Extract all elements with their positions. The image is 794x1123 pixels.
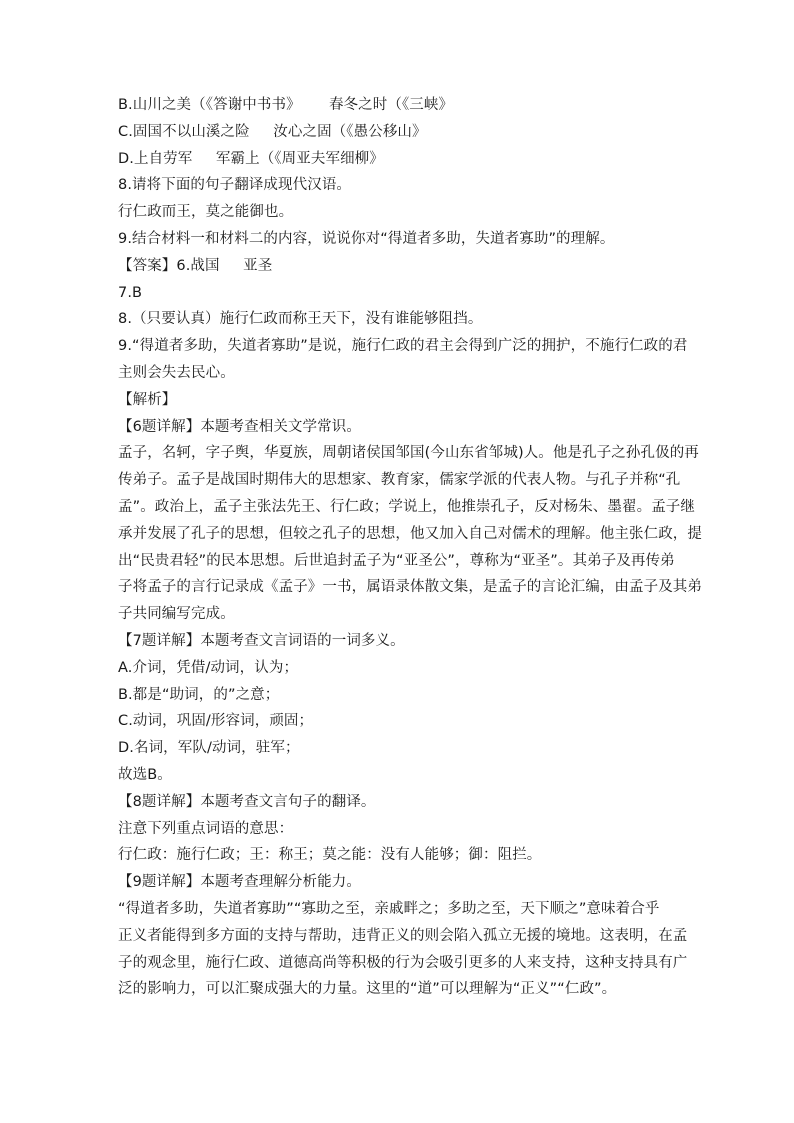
option-b-line: B.山川之美（《答谢中书书》 春冬之时（《三峡》 <box>118 97 454 113</box>
answer-7: 7.B <box>118 284 143 301</box>
q6-explanation-line-3: 孟”。政治上，孟子主张法先王、行仁政；学说上，他推崇孔子，反对杨朱、墨翟。孟子继 <box>118 498 696 515</box>
q6-explanation-line-7: 子共同编写完成。 <box>118 606 235 623</box>
q6-explanation-heading: 【6题详解】本题考查相关文学常识。 <box>118 418 361 435</box>
q6-explanation-line-6: 子将孟子的言行记录成《孟子》一书，属语录体散文集，是孟子的言论汇编，由孟子及其弟 <box>118 579 702 596</box>
q9-explanation-line-2: 正义者能得到多方面的支持与帮助，违背正义的则会陷入孤立无援的境地。这表明，在孟 <box>118 927 688 944</box>
question-8-sentence: 行仁政而王，莫之能御也。 <box>118 204 294 221</box>
q8-explanation-heading: 【8题详解】本题考查文言句子的翻译。 <box>118 793 376 810</box>
q8-key-words: 行仁政：施行仁政；王：称王；莫之能：没有人能够；御：阻拦。 <box>118 847 542 864</box>
answer-9-line-1: 9.“得道者多助，失道者寡助”是说，施行仁政的君主会得到广泛的拥护，不施行仁政的君 <box>118 338 688 355</box>
q6-explanation-line-2: 传弟子。孟子是战国时期伟大的思想家、教育家，儒家学派的代表人物。与孔子并称“孔 <box>118 472 681 489</box>
question-9: 9.结合材料一和材料二的内容，说说你对“得道者多助，失道者寡助”的理解。 <box>118 230 615 247</box>
q7-option-a: A.介词，凭借/动词，认为； <box>118 659 299 676</box>
q7-option-c: C.动词，巩固/形容词，顽固； <box>118 713 314 730</box>
option-d-line: D.上自劳军 军霸上（《周亚夫军细柳》 <box>118 150 384 167</box>
q7-conclusion: 故选B。 <box>118 766 172 783</box>
q8-note: 注意下列重点词语的意思： <box>118 820 294 837</box>
q9-explanation-heading: 【9题详解】本题考查理解分析能力。 <box>118 874 361 891</box>
q7-explanation-heading: 【7题详解】本题考查文言词语的一词多义。 <box>118 632 405 649</box>
q9-explanation-line-4: 泛的影响力，可以汇聚成强大的力量。这里的“道”可以理解为“正义”“仁政”。 <box>118 981 617 998</box>
q9-explanation-line-1: “得道者多助，失道者寡助”“寡助之至，亲戚畔之；多助之至，天下顺之”意味着合乎 <box>118 900 660 917</box>
q9-explanation-line-3: 子的观念里，施行仁政、道德高尚等积极的行为会吸引更多的人来支持，这种支持具有广 <box>118 954 688 971</box>
q6-explanation-line-4: 承并发展了孔子的思想，但较之孔子的思想，他又加入自己对儒术的理解。他主张仁政，提 <box>118 525 702 542</box>
q7-option-b: B.都是“助词，的”之意； <box>118 686 280 703</box>
q7-option-d: D.名词，军队/动词，驻军； <box>118 740 300 757</box>
option-c-line: C.固国不以山溪之险 汝心之固（《愚公移山》 <box>118 123 427 140</box>
answer-9-line-2: 主则会失去民心。 <box>118 364 235 381</box>
question-8: 8.请将下面的句子翻译成现代汉语。 <box>118 177 352 194</box>
q6-explanation-line-1: 孟子，名轲，字子舆，华夏族，周朝诸侯国邹国(今山东省邹城)人。他是孔子之孙孔伋的再 <box>118 445 699 462</box>
answer-heading: 【答案】6.战国 亚圣 <box>118 257 273 274</box>
answer-8: 8.（只要认真）施行仁政而称王天下，没有谁能够阻挡。 <box>118 311 483 328</box>
document-page <box>118 92 702 1003</box>
q6-explanation-line-5: 出“民贵君轻”的民本思想。后世追封孟子为“亚圣公”，尊称为“亚圣”。其弟子及再传弟 <box>118 552 675 569</box>
analysis-heading: 【解析】 <box>118 391 177 408</box>
